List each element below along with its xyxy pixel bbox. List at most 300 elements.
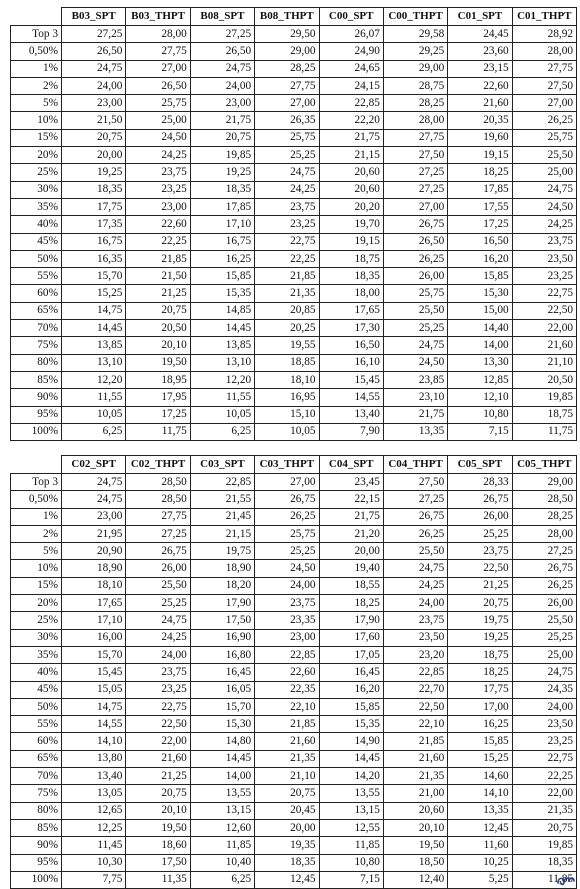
table-cell: 16,45 xyxy=(190,664,254,681)
table-cell: 19,15 xyxy=(319,233,383,250)
table-cell: 26,07 xyxy=(319,26,383,43)
table-cell: 24,75 xyxy=(126,612,190,629)
logo-mark-icon xyxy=(556,873,576,887)
table-cell: 28,25 xyxy=(383,95,447,112)
table-cell: 28,33 xyxy=(448,474,512,491)
table-cell: 23,60 xyxy=(448,43,512,60)
row-label: 60% xyxy=(11,733,62,750)
table-cell: 16,75 xyxy=(190,233,254,250)
table-cell: 21,20 xyxy=(319,525,383,542)
table-cell: 19,40 xyxy=(319,560,383,577)
table-cell: 20,75 xyxy=(126,302,190,319)
table-cell: 23,00 xyxy=(62,508,126,525)
table-cell: 22,50 xyxy=(126,716,190,733)
table-cell: 23,75 xyxy=(448,543,512,560)
table-cell: 12,45 xyxy=(448,819,512,836)
table-cell: 24,75 xyxy=(512,664,576,681)
column-header: B03_SPT xyxy=(62,8,126,26)
table-cell: 18,20 xyxy=(190,577,254,594)
row-label: 80% xyxy=(11,354,62,371)
table-cell: 14,90 xyxy=(319,733,383,750)
table-cell: 16,00 xyxy=(62,629,126,646)
table-cell: 17,25 xyxy=(126,406,190,423)
table-cell: 18,35 xyxy=(255,854,319,871)
table-cell: 18,75 xyxy=(448,646,512,663)
table-cell: 17,60 xyxy=(319,629,383,646)
table-cell: 20,75 xyxy=(512,819,576,836)
row-label: 5% xyxy=(11,543,62,560)
table-cell: 15,85 xyxy=(448,268,512,285)
table-cell: 25,75 xyxy=(126,95,190,112)
table-cell: 14,85 xyxy=(190,302,254,319)
table-cell: 6,25 xyxy=(62,423,126,440)
table-cell: 22,75 xyxy=(255,233,319,250)
table-cell: 27,00 xyxy=(512,95,576,112)
table-cell: 23,15 xyxy=(448,60,512,77)
table-cell: 27,75 xyxy=(383,129,447,146)
table-cell: 23,10 xyxy=(383,389,447,406)
table-row xyxy=(11,491,577,508)
table-cell: 14,75 xyxy=(62,698,126,715)
table-cell: 13,15 xyxy=(190,802,254,819)
table-cell: 16,25 xyxy=(190,250,254,267)
table-row xyxy=(11,785,577,802)
table-row xyxy=(11,337,577,354)
table-row xyxy=(11,147,577,164)
table-cell: 27,00 xyxy=(126,60,190,77)
row-label: 85% xyxy=(11,819,62,836)
table-cell: 12,60 xyxy=(190,819,254,836)
table-cell: 22,85 xyxy=(255,646,319,663)
table-cell: 5,25 xyxy=(448,871,512,888)
table-cell: 23,75 xyxy=(126,664,190,681)
table-cell: 21,85 xyxy=(255,716,319,733)
table-cell: 28,00 xyxy=(383,112,447,129)
table-cell: 7,90 xyxy=(319,423,383,440)
table-cell: 23,85 xyxy=(383,371,447,388)
table-cell: 27,75 xyxy=(255,77,319,94)
table-cell: 15,25 xyxy=(62,285,126,302)
table-cell: 25,75 xyxy=(255,129,319,146)
row-label: 30% xyxy=(11,181,62,198)
table-cell: 13,40 xyxy=(62,768,126,785)
table-cell: 25,50 xyxy=(512,612,576,629)
corner-cell xyxy=(11,456,62,474)
table-cell: 15,85 xyxy=(448,733,512,750)
table-cell: 13,85 xyxy=(190,337,254,354)
column-header: B03_THPT xyxy=(126,8,190,26)
table-cell: 11,75 xyxy=(512,423,576,440)
table-cell: 21,60 xyxy=(126,750,190,767)
table-cell: 17,85 xyxy=(448,181,512,198)
table-cell: 15,10 xyxy=(255,406,319,423)
corner-cell xyxy=(11,8,62,26)
table-cell: 17,30 xyxy=(319,320,383,337)
table-cell: 25,50 xyxy=(126,577,190,594)
table-cell: 28,92 xyxy=(512,26,576,43)
table-cell: 23,75 xyxy=(255,198,319,215)
table-cell: 20,10 xyxy=(383,819,447,836)
table-cell: 24,50 xyxy=(126,129,190,146)
table-row xyxy=(11,854,577,871)
table-cell: 26,50 xyxy=(383,233,447,250)
row-label: 15% xyxy=(11,577,62,594)
table-cell: 10,30 xyxy=(62,854,126,871)
table-row xyxy=(11,164,577,181)
table-cell: 14,20 xyxy=(319,768,383,785)
table-cell: 27,75 xyxy=(126,43,190,60)
table-cell: 15,25 xyxy=(448,750,512,767)
table-cell: 15,45 xyxy=(62,664,126,681)
table-cell: 20,75 xyxy=(255,785,319,802)
table-row xyxy=(11,268,577,285)
table-cell: 15,70 xyxy=(62,646,126,663)
table-cell: 27,50 xyxy=(512,77,576,94)
table-cell: 22,25 xyxy=(255,250,319,267)
table-cell: 26,75 xyxy=(448,491,512,508)
table-cell: 24,50 xyxy=(512,198,576,215)
row-label: 20% xyxy=(11,147,62,164)
table-cell: 25,75 xyxy=(255,525,319,542)
row-label: 45% xyxy=(11,681,62,698)
table-cell: 24,00 xyxy=(126,646,190,663)
table-cell: 21,60 xyxy=(448,95,512,112)
table-cell: 21,75 xyxy=(383,406,447,423)
row-label: 10% xyxy=(11,560,62,577)
table-cell: 19,70 xyxy=(319,216,383,233)
table-cell: 13,10 xyxy=(62,354,126,371)
table-row xyxy=(11,681,577,698)
table-cell: 26,75 xyxy=(383,216,447,233)
table-cell: 26,25 xyxy=(383,250,447,267)
table-cell: 25,00 xyxy=(512,164,576,181)
table-cell: 26,75 xyxy=(512,560,576,577)
column-header: C04_THPT xyxy=(383,456,447,474)
table-cell: 19,15 xyxy=(448,147,512,164)
table-cell: 24,75 xyxy=(383,337,447,354)
table-cell: 14,00 xyxy=(448,337,512,354)
table-cell: 23,50 xyxy=(383,629,447,646)
table-cell: 22,20 xyxy=(319,112,383,129)
table-row xyxy=(11,560,577,577)
table-cell: 16,10 xyxy=(319,354,383,371)
table-cell: 20,10 xyxy=(126,337,190,354)
table-row xyxy=(11,43,577,60)
column-header: B08_SPT xyxy=(190,8,254,26)
column-header: C02_THPT xyxy=(126,456,190,474)
table-cell: 26,50 xyxy=(126,77,190,94)
table-cell: 24,50 xyxy=(383,354,447,371)
column-header: C03_THPT xyxy=(255,456,319,474)
table-cell: 16,50 xyxy=(448,233,512,250)
table-cell: 21,55 xyxy=(190,491,254,508)
table-cell: 16,80 xyxy=(190,646,254,663)
table-cell: 24,25 xyxy=(512,216,576,233)
table-cell: 16,25 xyxy=(448,716,512,733)
table-cell: 23,00 xyxy=(62,95,126,112)
column-header: C03_SPT xyxy=(190,456,254,474)
table-cell: 25,50 xyxy=(383,302,447,319)
table-cell: 29,00 xyxy=(255,43,319,60)
table-cell: 18,75 xyxy=(319,250,383,267)
table-cell: 20,00 xyxy=(255,819,319,836)
table-cell: 27,75 xyxy=(512,60,576,77)
table-cell: 14,80 xyxy=(190,733,254,750)
row-label: 1% xyxy=(11,60,62,77)
table-cell: 14,55 xyxy=(62,716,126,733)
table-row xyxy=(11,750,577,767)
table-cell: 22,10 xyxy=(255,698,319,715)
table-cell: 24,75 xyxy=(512,181,576,198)
table-cell: 23,35 xyxy=(255,612,319,629)
table-row xyxy=(11,60,577,77)
table-cell: 21,45 xyxy=(190,508,254,525)
table-row xyxy=(11,716,577,733)
table-cell: 27,50 xyxy=(383,474,447,491)
table-cell: 20,35 xyxy=(448,112,512,129)
table-cell: 20,75 xyxy=(126,785,190,802)
table-cell: 29,50 xyxy=(255,26,319,43)
table-cell: 15,70 xyxy=(190,698,254,715)
row-label: 50% xyxy=(11,250,62,267)
table-cell: 21,15 xyxy=(190,525,254,542)
table-cell: 22,50 xyxy=(512,302,576,319)
table-row xyxy=(11,768,577,785)
table-cell: 24,35 xyxy=(512,681,576,698)
table-cell: 12,40 xyxy=(383,871,447,888)
table-cell: 13,05 xyxy=(62,785,126,802)
table-cell: 18,00 xyxy=(319,285,383,302)
table-row xyxy=(11,525,577,542)
table-cell: 24,90 xyxy=(319,43,383,60)
table-cell: 19,35 xyxy=(255,837,319,854)
table-cell: 18,25 xyxy=(319,595,383,612)
table-cell: 20,20 xyxy=(319,198,383,215)
column-header: C01_SPT xyxy=(448,8,512,26)
table-cell: 15,70 xyxy=(62,268,126,285)
table-row xyxy=(11,664,577,681)
table-cell: 6,25 xyxy=(190,871,254,888)
table-cell: 18,90 xyxy=(62,560,126,577)
row-label: 2% xyxy=(11,77,62,94)
table-cell: 15,30 xyxy=(190,716,254,733)
table-cell: 15,05 xyxy=(62,681,126,698)
row-label: 5% xyxy=(11,95,62,112)
table-cell: 18,10 xyxy=(255,371,319,388)
row-label: Top 3 xyxy=(11,474,62,491)
table-cell: 22,85 xyxy=(319,95,383,112)
table-cell: 27,25 xyxy=(62,26,126,43)
table-cell: 18,85 xyxy=(255,354,319,371)
table-row xyxy=(11,819,577,836)
table-cell: 27,00 xyxy=(383,198,447,215)
table-cell: 24,45 xyxy=(448,26,512,43)
table-row xyxy=(11,474,577,491)
table-cell: 17,95 xyxy=(126,389,190,406)
table-cell: 20,60 xyxy=(319,181,383,198)
table-cell: 24,00 xyxy=(62,77,126,94)
table-cell: 21,75 xyxy=(319,129,383,146)
table-cell: 17,75 xyxy=(448,681,512,698)
table-row xyxy=(11,320,577,337)
row-label: 80% xyxy=(11,802,62,819)
table-cell: 22,25 xyxy=(126,233,190,250)
table-cell: 14,45 xyxy=(190,750,254,767)
table-cell: 22,35 xyxy=(255,681,319,698)
table-cell: 20,45 xyxy=(255,802,319,819)
table-cell: 19,50 xyxy=(383,837,447,854)
column-header: B08_THPT xyxy=(255,8,319,26)
row-label: 100% xyxy=(11,871,62,888)
table-cell: 18,95 xyxy=(126,371,190,388)
table-cell: 17,50 xyxy=(126,854,190,871)
table-cell: 14,45 xyxy=(190,320,254,337)
table-row xyxy=(11,595,577,612)
table-cell: 26,00 xyxy=(383,268,447,285)
row-label: Top 3 xyxy=(11,26,62,43)
table-cell: 24,75 xyxy=(190,60,254,77)
table-cell: 19,50 xyxy=(126,354,190,371)
table-cell: 14,00 xyxy=(190,768,254,785)
table-cell: 12,20 xyxy=(190,371,254,388)
table-cell: 14,40 xyxy=(448,320,512,337)
row-label: 75% xyxy=(11,337,62,354)
table-cell: 16,95 xyxy=(255,389,319,406)
table-cell: 24,00 xyxy=(190,77,254,94)
table-row xyxy=(11,406,577,423)
table-cell: 25,25 xyxy=(255,147,319,164)
table-cell: 18,25 xyxy=(448,164,512,181)
table-row xyxy=(11,233,577,250)
table-cell: 22,00 xyxy=(126,733,190,750)
table-cell: 25,50 xyxy=(383,543,447,560)
table-row xyxy=(11,26,577,43)
header-row xyxy=(11,456,577,474)
table-cell: 17,85 xyxy=(190,198,254,215)
table-cell: 7,15 xyxy=(448,423,512,440)
table-cell: 13,35 xyxy=(383,423,447,440)
row-label: 50% xyxy=(11,698,62,715)
table-cell: 16,20 xyxy=(448,250,512,267)
table-cell: 21,95 xyxy=(62,525,126,542)
row-label: 0,50% xyxy=(11,43,62,60)
table-cell: 17,00 xyxy=(448,698,512,715)
table-cell: 18,35 xyxy=(190,181,254,198)
table-row xyxy=(11,129,577,146)
table-cell: 10,05 xyxy=(255,423,319,440)
table-cell: 13,55 xyxy=(190,785,254,802)
table-header xyxy=(11,8,577,26)
row-label: 15% xyxy=(11,129,62,146)
column-header: C00_THPT xyxy=(383,8,447,26)
row-label: 35% xyxy=(11,198,62,215)
table-cell: 28,25 xyxy=(255,60,319,77)
table-cell: 27,00 xyxy=(255,474,319,491)
table-cell: 22,75 xyxy=(512,750,576,767)
table-cell: 23,75 xyxy=(383,612,447,629)
table-cell: 20,75 xyxy=(448,595,512,612)
table-cell: 27,25 xyxy=(383,164,447,181)
table-cell: 22,70 xyxy=(383,681,447,698)
table-cell: 10,80 xyxy=(448,406,512,423)
table-row xyxy=(11,612,577,629)
row-label: 1% xyxy=(11,508,62,525)
table-row xyxy=(11,577,577,594)
table-cell: 20,85 xyxy=(255,302,319,319)
table-cell: 21,60 xyxy=(255,733,319,750)
table-cell: 26,50 xyxy=(62,43,126,60)
table-cell: 23,25 xyxy=(512,733,576,750)
table-cell: 21,85 xyxy=(383,733,447,750)
table-cell: 20,75 xyxy=(190,129,254,146)
table-cell: 24,00 xyxy=(255,577,319,594)
table-cell: 22,25 xyxy=(512,768,576,785)
table-cell: 28,00 xyxy=(512,525,576,542)
row-label: 40% xyxy=(11,216,62,233)
table-cell: 23,00 xyxy=(255,629,319,646)
table-cell: 18,25 xyxy=(448,664,512,681)
row-label: 65% xyxy=(11,302,62,319)
row-label: 95% xyxy=(11,854,62,871)
table-cell: 29,00 xyxy=(383,60,447,77)
table-cell: 11,85 xyxy=(512,871,576,888)
table-cell: 21,50 xyxy=(126,268,190,285)
table-cell: 15,30 xyxy=(448,285,512,302)
table-row xyxy=(11,371,577,388)
table-cell: 23,75 xyxy=(126,164,190,181)
table-row xyxy=(11,837,577,854)
table-cell: 26,00 xyxy=(448,508,512,525)
table-cell: 7,15 xyxy=(319,871,383,888)
table-cell: 18,55 xyxy=(319,577,383,594)
table-cell: 17,35 xyxy=(62,216,126,233)
table-cell: 24,65 xyxy=(319,60,383,77)
table-cell: 19,25 xyxy=(448,629,512,646)
table-cell: 11,45 xyxy=(62,837,126,854)
table-cell: 27,25 xyxy=(383,181,447,198)
row-label: 45% xyxy=(11,233,62,250)
row-label: 25% xyxy=(11,612,62,629)
table-cell: 25,25 xyxy=(512,629,576,646)
table-cell: 23,20 xyxy=(383,646,447,663)
table-cell: 23,25 xyxy=(512,268,576,285)
table-cell: 18,50 xyxy=(383,854,447,871)
table-cell: 22,60 xyxy=(126,216,190,233)
table-cell: 17,55 xyxy=(448,198,512,215)
table-cell: 12,45 xyxy=(255,871,319,888)
row-label: 60% xyxy=(11,285,62,302)
table-cell: 24,25 xyxy=(255,181,319,198)
table-cell: 13,55 xyxy=(319,785,383,802)
column-header: C00_SPT xyxy=(319,8,383,26)
table-cell: 22,10 xyxy=(383,716,447,733)
table-cell: 20,60 xyxy=(319,164,383,181)
table-cell: 29,00 xyxy=(512,474,576,491)
table-cell: 25,00 xyxy=(512,646,576,663)
table-cell: 27,25 xyxy=(126,525,190,542)
table-cell: 28,75 xyxy=(383,77,447,94)
table-cell: 26,25 xyxy=(512,577,576,594)
column-header: C01_THPT xyxy=(512,8,576,26)
table-cell: 19,85 xyxy=(512,837,576,854)
table-cell: 24,50 xyxy=(255,560,319,577)
table-header xyxy=(11,456,577,474)
table-cell: 14,45 xyxy=(319,750,383,767)
row-label: 2% xyxy=(11,525,62,542)
table-cell: 28,25 xyxy=(512,508,576,525)
table-cell: 24,25 xyxy=(126,147,190,164)
table-row xyxy=(11,95,577,112)
